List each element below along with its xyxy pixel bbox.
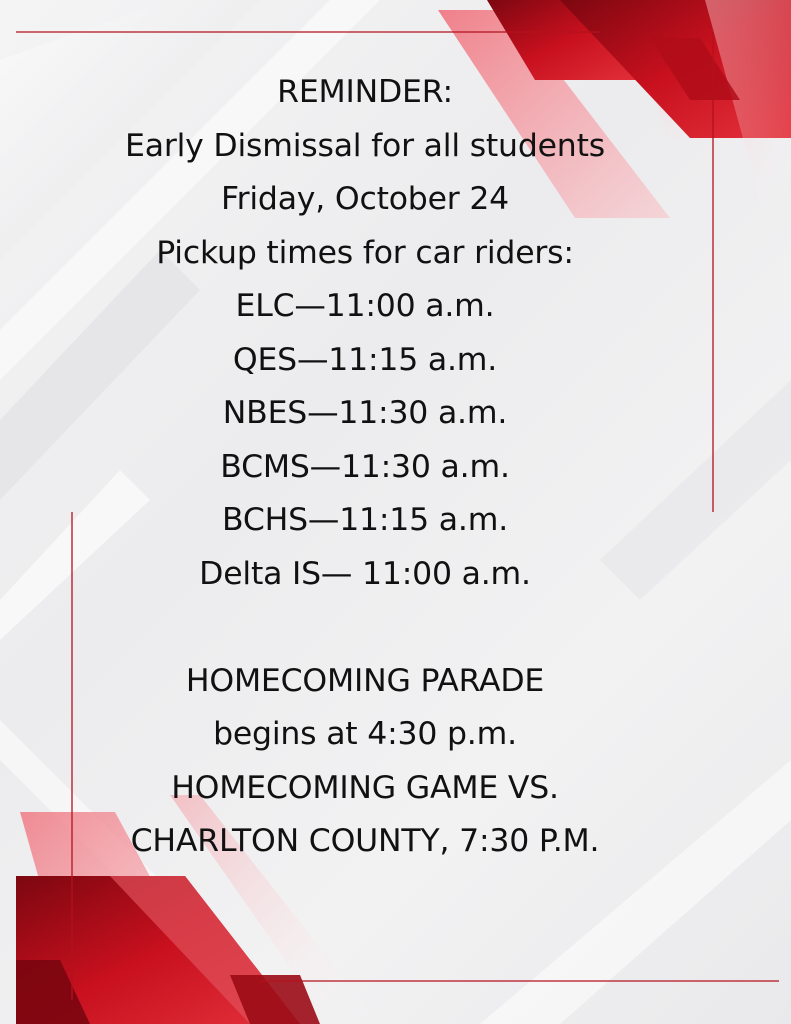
flyer-text — [0, 66, 730, 869]
pickup-time-bchs: BCHS—11:15 a.m. — [221, 502, 509, 538]
parade-title: HOMECOMING PARADE — [185, 662, 545, 699]
reminder-date: Friday, October 24 — [220, 181, 510, 217]
pickup-time-bcms: BCMS—11:30 a.m. — [220, 448, 510, 485]
game-detail: CHARLTON COUNTY, 7:30 P.M. — [130, 823, 600, 859]
parade-time: begins at 4:30 p.m. — [213, 716, 517, 752]
pickup-time-elc: ELC—11:00 a.m. — [235, 288, 495, 324]
reminder-heading: REMINDER: — [277, 74, 453, 110]
pickup-time-qes: QES—11:15 a.m. — [232, 341, 498, 378]
reminder-subject: Early Dismissal for all students — [125, 127, 605, 164]
game-title: HOMECOMING GAME VS. — [171, 769, 559, 806]
pickup-time-nbes: NBES—11:30 a.m. — [222, 395, 508, 431]
pickup-intro: Pickup times for car riders: — [156, 234, 574, 271]
section-spacer — [0, 601, 730, 655]
pickup-time-delta-is: Delta IS— 11:00 a.m. — [199, 555, 531, 592]
